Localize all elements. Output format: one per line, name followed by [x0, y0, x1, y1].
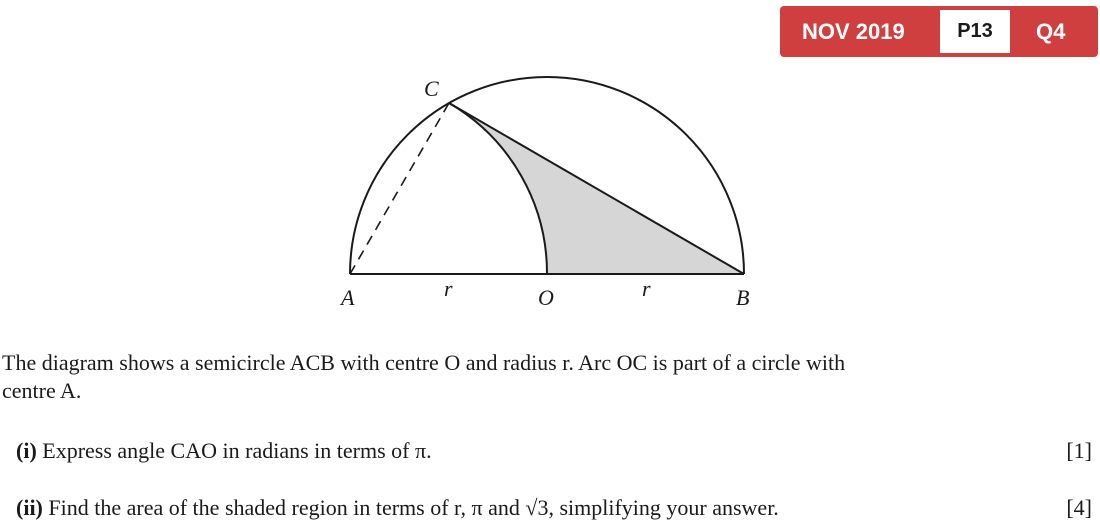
radius-label-right: r — [642, 276, 651, 301]
point-b-label: B — [736, 285, 750, 310]
part-ii-number: (ii) — [16, 495, 43, 520]
part-ii-text: Find the area of the shaded region in terms of r, π and √3, simplifying your answer. — [48, 495, 779, 520]
paper-code: P13 — [940, 10, 1010, 53]
dashed-ac — [350, 103, 449, 274]
point-c-label: C — [424, 76, 439, 101]
part-i — [16, 438, 432, 464]
part-ii-marks: [4] — [1066, 495, 1092, 520]
radius-label-left: r — [444, 276, 453, 301]
question-intro — [2, 349, 1096, 405]
question-number: Q4 — [1036, 19, 1066, 44]
part-i-marks: [1] — [1066, 438, 1092, 463]
point-o-label: O — [538, 285, 554, 310]
exam-session: NOV 2019 — [802, 19, 905, 44]
intro-line-1: The diagram shows a semicircle ACB with centre O and radius r. Arc OC is part of a circle with — [2, 350, 846, 375]
part-i-text: Express angle CAO in radians in terms of π. — [42, 438, 432, 463]
part-i-number: (i) — [16, 438, 37, 463]
point-a-label: A — [341, 285, 355, 310]
part-ii — [16, 495, 779, 521]
intro-line-2: centre A. — [2, 378, 82, 403]
